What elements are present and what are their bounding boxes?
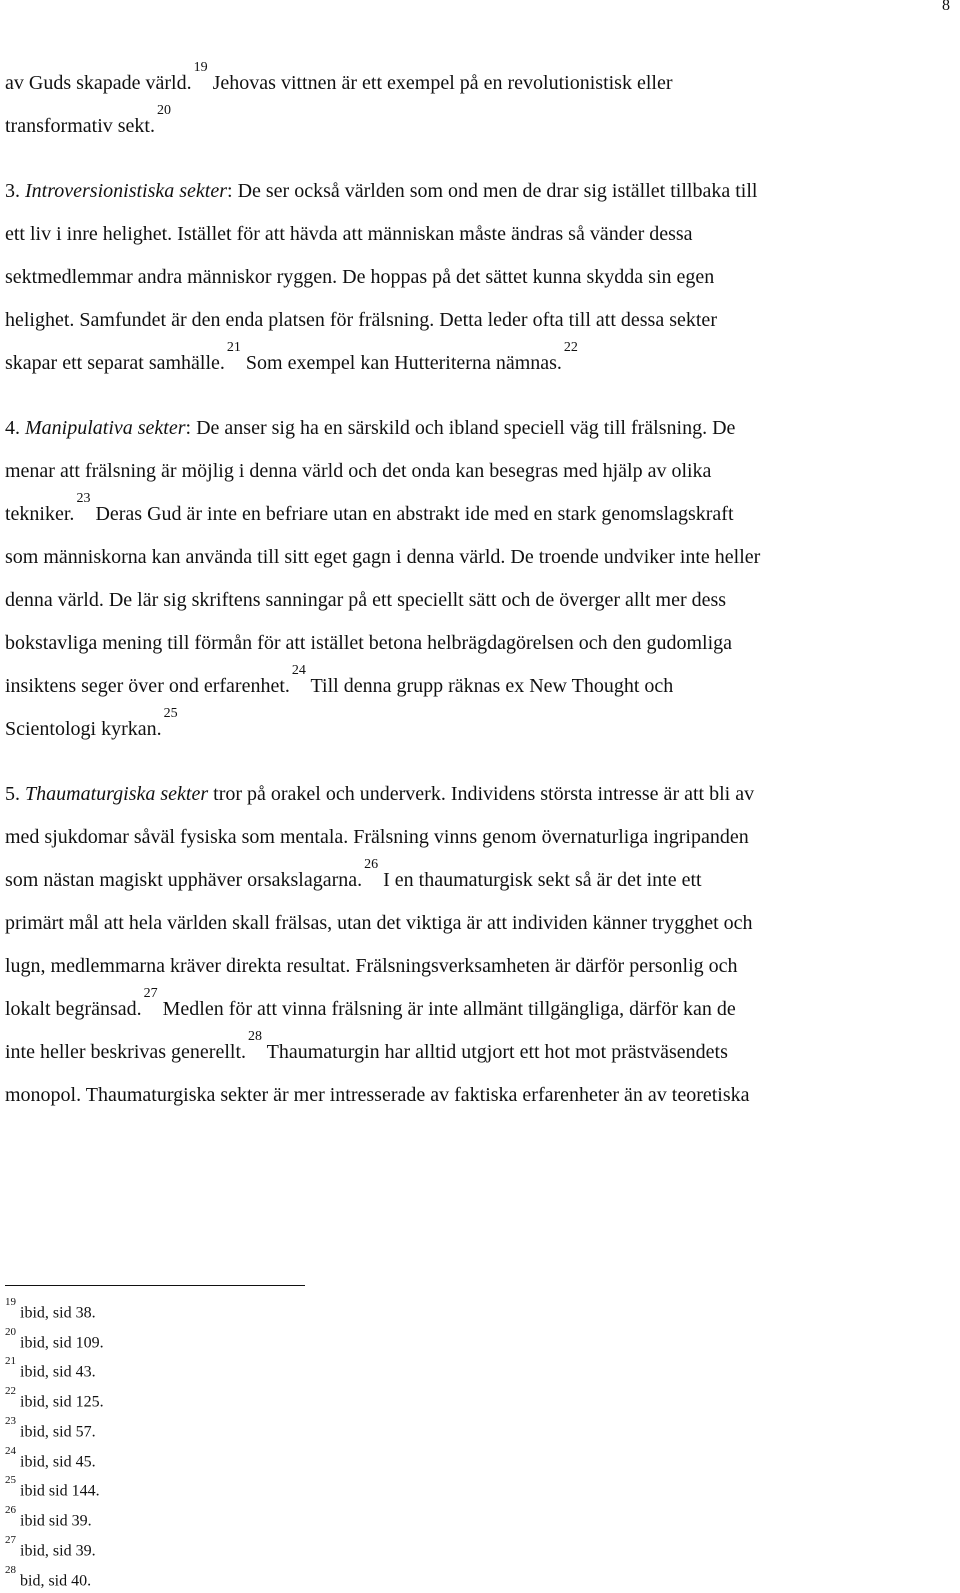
text-segment: tekniker. xyxy=(5,503,75,525)
text-segment: Som exempel kan Hutteriterna nämnas. xyxy=(240,352,562,374)
text-segment: 3. xyxy=(5,180,25,202)
text-segment: : De ser också världen som ond men de drar sig istället tillbaka till xyxy=(227,180,758,202)
text-line xyxy=(5,622,955,665)
text-line xyxy=(5,708,955,751)
text-line xyxy=(5,407,955,450)
footnote-separator xyxy=(5,1285,305,1286)
footnote-reference: 25 xyxy=(163,706,178,722)
text-line xyxy=(5,170,955,213)
text-line xyxy=(5,773,955,816)
page-number: 8 xyxy=(942,0,950,14)
text-segment: tror på orakel och underverk. Individens största intresse är att bli av xyxy=(208,783,755,805)
footnote-number: 25 xyxy=(5,1474,16,1487)
italic-term: Introversionistiska sekter xyxy=(25,180,228,202)
text-segment: I en thaumaturgisk sekt så är det inte ett xyxy=(378,869,702,891)
text-segment: 4. xyxy=(5,417,25,439)
footnote xyxy=(5,1355,104,1385)
text-line xyxy=(5,902,955,945)
text-line xyxy=(5,213,955,256)
text-segment: helighet. Samfundet är den enda platsen för frälsning. Detta leder ofta till att dessa sekter xyxy=(5,309,717,331)
text-segment: primärt mål att hela världen skall frälsas, utan det viktiga är att individen känner trygghet och xyxy=(5,912,753,934)
text-line xyxy=(5,579,955,622)
text-line xyxy=(5,450,955,493)
footnote-number: 26 xyxy=(5,1504,16,1517)
text-segment: som människorna kan använda till sitt eget gagn i denna värld. De troende undviker inte heller xyxy=(5,546,761,568)
footnote-number: 23 xyxy=(5,1414,16,1427)
text-segment: Scientologi kyrkan. xyxy=(5,718,162,740)
body-text xyxy=(5,62,955,1117)
text-segment: lugn, medlemmarna kräver direkta resultat. Frälsningsverksamheten är därför personlig och xyxy=(5,955,738,977)
text-segment: insiktens seger över ond erfarenhet. xyxy=(5,675,290,697)
footnote xyxy=(5,1504,104,1534)
footnote-text: ibid, sid 57. xyxy=(20,1423,96,1441)
footnote-text: ibid, sid 38. xyxy=(20,1304,96,1322)
text-segment: Thaumaturgin har alltid utgjort ett hot mot prästväsendets xyxy=(262,1041,728,1063)
text-segment: av Guds skapade värld. xyxy=(5,72,192,94)
text-line xyxy=(5,536,955,579)
footnote-reference: 24 xyxy=(291,663,306,679)
text-segment: skapar ett separat samhälle. xyxy=(5,352,225,374)
text-segment: med sjukdomar såväl fysiska som mentala. Frälsning vinns genom övernaturliga ingripanden xyxy=(5,826,749,848)
footnote-number: 24 xyxy=(5,1444,16,1457)
text-line xyxy=(5,988,955,1031)
footnote xyxy=(5,1326,104,1356)
text-line xyxy=(5,816,955,859)
footnote xyxy=(5,1415,104,1445)
text-segment: sektmedlemmar andra människor ryggen. De hoppas på det sättet kunna skydda sin egen xyxy=(5,266,715,288)
footnote-reference: 20 xyxy=(156,103,171,119)
text-line xyxy=(5,256,955,299)
footnote-reference: 21 xyxy=(226,340,241,356)
footnote xyxy=(5,1296,104,1326)
footnote-text: ibid, sid 109. xyxy=(20,1334,104,1352)
footnote-number: 27 xyxy=(5,1533,16,1546)
footnote xyxy=(5,1534,104,1564)
text-line xyxy=(5,1074,955,1117)
footnote-number: 28 xyxy=(5,1563,16,1576)
text-segment: Till denna grupp räknas ex New Thought och xyxy=(305,675,674,697)
text-segment: denna värld. De lär sig skriftens sanningar på ett speciellt sätt och de överger allt mer dess xyxy=(5,589,727,611)
footnote-reference: 23 xyxy=(76,491,91,507)
text-line xyxy=(5,299,955,342)
text-line xyxy=(5,1031,955,1074)
text-segment: som nästan magiskt upphäver orsakslagarna. xyxy=(5,869,363,891)
text-segment: Deras Gud är inte en befriare utan en abstrakt ide med en stark genomslagskraft xyxy=(90,503,734,525)
footnote-number: 19 xyxy=(5,1296,16,1308)
text-segment: menar att frälsning är möjlig i denna värld och det onda kan besegras med hjälp av olika xyxy=(5,460,712,482)
text-segment: monopol. Thaumaturgiska sekter är mer intresserade av faktiska erfarenheter än av teoretiska xyxy=(5,1084,750,1106)
text-segment: Jehovas vittnen är ett exempel på en revolutionistisk eller xyxy=(207,72,673,94)
footnote-reference: 28 xyxy=(248,1029,263,1045)
text-segment: lokalt begränsad. xyxy=(5,998,142,1020)
text-segment: bokstavliga mening till förmån för att istället betona helbrägdagörelsen och den gudomliga xyxy=(5,632,733,654)
footnote-reference: 22 xyxy=(563,340,578,356)
paragraph-gap xyxy=(5,148,955,170)
footnote-text: ibid, sid 39. xyxy=(20,1542,96,1560)
footnote-reference: 19 xyxy=(193,60,208,76)
footnote xyxy=(5,1564,104,1593)
footnote-reference: 27 xyxy=(143,986,158,1002)
footnote-number: 21 xyxy=(5,1355,16,1368)
footnote-text: ibid, sid 45. xyxy=(20,1453,96,1470)
footnote xyxy=(5,1385,104,1415)
text-line xyxy=(5,665,955,708)
text-line xyxy=(5,945,955,988)
footnote-text: ibid sid 144. xyxy=(20,1482,100,1500)
italic-term: Manipulativa sekter xyxy=(25,417,186,439)
footnote xyxy=(5,1474,104,1504)
text-segment: transformativ sekt. xyxy=(5,115,155,137)
text-line xyxy=(5,105,955,148)
footnote-text: bid, sid 40. xyxy=(20,1571,92,1589)
italic-term: Thaumaturgiska sekter xyxy=(25,783,209,805)
footnotes xyxy=(5,1296,104,1593)
paragraph-gap xyxy=(5,751,955,773)
footnote-text: ibid, sid 125. xyxy=(20,1393,104,1411)
text-segment: Medlen för att vinna frälsning är inte allmänt tillgängliga, därför kan de xyxy=(157,998,736,1020)
text-line xyxy=(5,493,955,536)
footnote-number: 22 xyxy=(5,1385,16,1398)
text-segment: ett liv i inre helighet. Istället för att hävda att människan måste ändras så vänder dessa xyxy=(5,223,693,245)
text-line xyxy=(5,859,955,902)
footnote-number: 20 xyxy=(5,1325,16,1338)
text-line xyxy=(5,342,955,385)
text-segment: : De anser sig ha en särskild och ibland speciell väg till frälsning. De xyxy=(185,417,736,439)
text-line xyxy=(5,62,955,105)
paragraph-gap xyxy=(5,385,955,407)
footnote xyxy=(5,1445,104,1475)
text-segment: inte heller beskrivas generellt. xyxy=(5,1041,247,1063)
footnote-text: ibid sid 39. xyxy=(20,1512,92,1530)
footnote-text: ibid, sid 43. xyxy=(20,1363,96,1381)
footnote-reference: 26 xyxy=(364,857,379,873)
text-segment: 5. xyxy=(5,783,25,805)
